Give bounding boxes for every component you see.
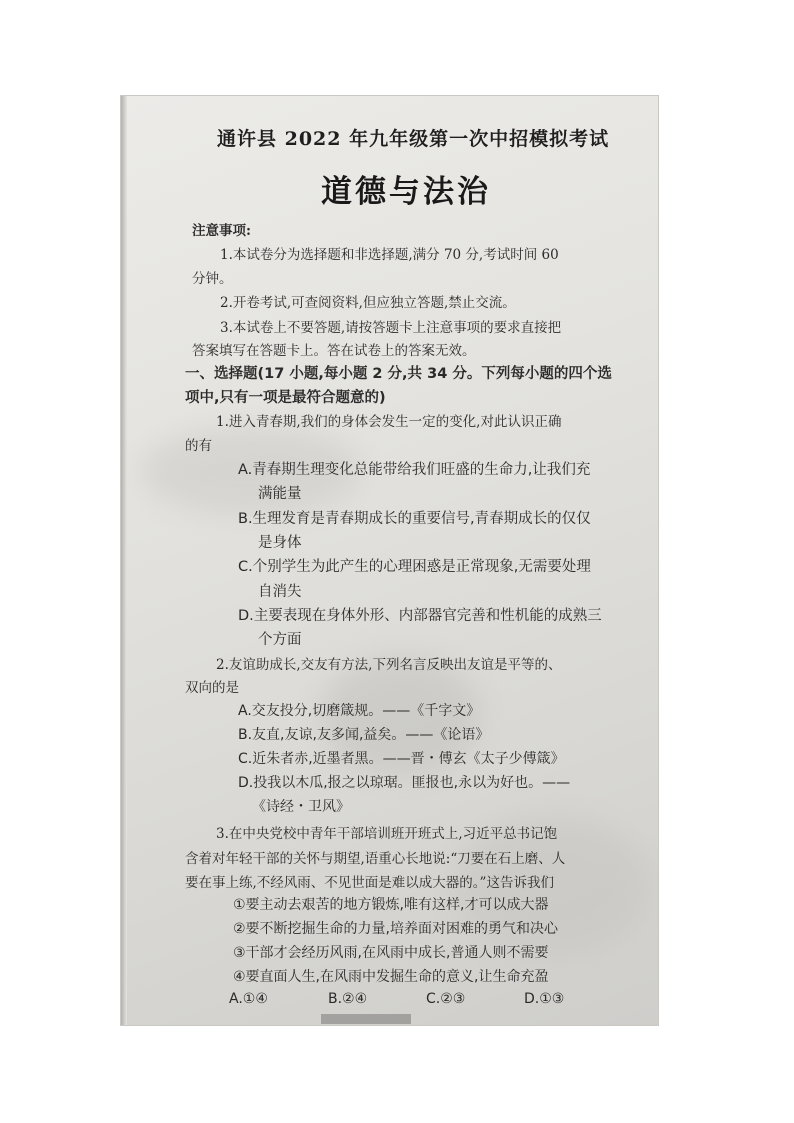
- q1-option-a-cont: 满能量: [258, 486, 302, 502]
- page-footer-mark: [321, 1014, 411, 1024]
- notice-heading: 注意事项:: [192, 223, 251, 239]
- paper-edge-shadow: [121, 96, 127, 1025]
- q3-stem: 3.在中央党校中青年干部培训班开班式上,习近平总书记饱: [216, 826, 558, 842]
- q1-option-c-cont: 自消失: [258, 584, 302, 600]
- q3-stem-cont-1: 含着对年轻干部的关怀与期望,语重心长地说:“刀要在石上磨、人: [185, 851, 566, 867]
- q3-choice-b: B.②④: [328, 991, 368, 1007]
- q1-option-d: D.主要表现在身体外形、内部器官完善和性机能的成熟三: [238, 608, 602, 624]
- q1-option-b-cont: 是身体: [258, 535, 302, 551]
- notice-item-3-cont: 答案填写在答题卡上。答在试卷上的答案无效。: [192, 343, 476, 359]
- notice-item-2: 2.开卷考试,可查阅资料,但应独立答题,禁止交流。: [220, 295, 516, 311]
- q1-stem-cont: 的有: [185, 438, 212, 454]
- q2-option-b: B.友直,友谅,友多闻,益矣。——《论语》: [238, 727, 490, 743]
- q2-option-d-cont: 《诗经・卫风》: [252, 799, 350, 815]
- notice-item-1: 1.本试卷分为选择题和非选择题,满分 70 分,考试时间 60: [220, 247, 559, 263]
- q3-choice-d: D.①③: [524, 991, 565, 1007]
- q2-option-d: D.投我以木瓜,报之以琼琚。匪报也,永以为好也。——: [238, 775, 571, 791]
- q3-stem-cont-2: 要在事上练,不经风雨、不见世面是难以成大器的。”这告诉我们: [185, 875, 554, 891]
- section-heading: 一、选择题(17 小题,每小题 2 分,共 34 分。下列每小题的四个选: [185, 366, 612, 382]
- q3-statement-1: ①要主动去艰苦的地方锻炼,唯有这样,才可以成大器: [233, 897, 549, 913]
- notice-item-3: 3.本试卷上不要答题,请按答题卡上注意事项的要求直接把: [220, 320, 562, 336]
- q3-choice-c: C.②③: [426, 991, 466, 1007]
- q1-option-d-cont: 个方面: [258, 632, 302, 648]
- notice-item-1-cont: 分钟。: [192, 271, 233, 287]
- exam-paper: [121, 96, 658, 1025]
- q2-option-a: A.交友投分,切磨箴规。——《千字文》: [238, 703, 481, 719]
- q3-statement-4: ④要直面人生,在风雨中发掘生命的意义,让生命充盈: [233, 969, 549, 985]
- section-heading-cont: 项中,只有一项是最符合题意的): [185, 390, 386, 406]
- q1-option-c: C.个别学生为此产生的心理困惑是正常现象,无需要处理: [238, 559, 591, 575]
- q1-stem: 1.进入青春期,我们的身体会发生一定的变化,对此认识正确: [216, 414, 562, 430]
- q2-stem: 2.友谊助成长,交友有方法,下列名言反映出友谊是平等的、: [216, 657, 562, 673]
- q3-choice-a: A.①④: [229, 991, 268, 1007]
- exam-title: 通许县 2022 年九年级第一次中招模拟考试: [217, 128, 610, 150]
- q1-option-b: B.生理发育是青春期成长的重要信号,青春期成长的仅仅: [238, 511, 591, 527]
- q2-stem-cont: 双向的是: [185, 680, 239, 696]
- subject-title: 道德与法治: [321, 174, 491, 210]
- q2-option-c: C.近朱者赤,近墨者黑。——晋・傅玄《太子少傅箴》: [238, 751, 565, 767]
- q3-statement-3: ③干部才会经历风雨,在风雨中成长,普通人则不需要: [233, 945, 549, 961]
- q3-statement-2: ②要不断挖掘生命的力量,培养面对困难的勇气和决心: [233, 921, 558, 937]
- q1-option-a: A.青春期生理变化总能带给我们旺盛的生命力,让我们充: [238, 462, 591, 478]
